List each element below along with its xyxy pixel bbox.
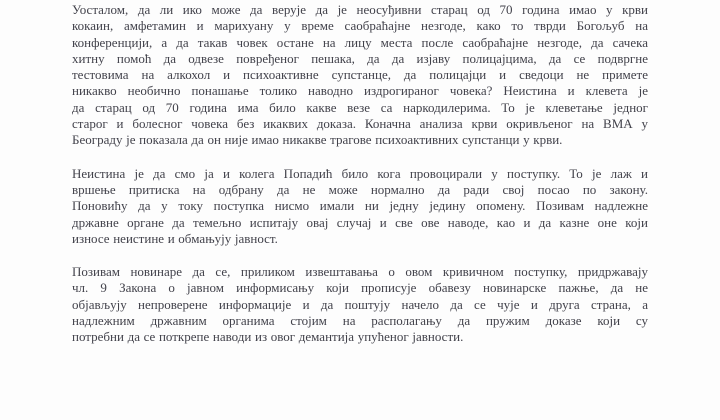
text-line: никакво необично понашање толико наводно издрогираног човека? Неистина и клевета је: [72, 83, 648, 99]
text-line: чл. 9 Закона о јавном информисању који прописује обавезу новинарске пажње, да не: [72, 280, 648, 296]
paragraph-3: [72, 264, 648, 345]
text-line: износе неистине и обмањују јавност.: [72, 230, 278, 246]
text-line: Неистина је да смо ја и колега Попадић било кога провоцирали у поступку. То је лаж и: [72, 165, 648, 181]
text-line: државне органе да темељно испитају овај случај и све ове наводе, као и да казне оне који: [72, 214, 648, 230]
text-line: старог и болесног човека без икаквих доказа. Коначна анализа крви окривљеног на ВМА у: [72, 116, 648, 132]
text-line: хитну помоћ да одвезе повређеног пешака, да да изјаву полицајцима, да се подвргне: [72, 50, 648, 66]
text-line: кокаин, амфетамин и марихуану у време саобраћајне незгоде, како то тврди Богољуб на: [72, 18, 648, 34]
text-line: објављују непроверене информације и да поштују начело да се чује и друга страна, а: [72, 296, 648, 312]
text-line: вршење притиска на одбрану да не може нормално да ради свој посао по закону.: [72, 181, 648, 197]
text-line: Поновићу да у току поступка нисмо имали ни једну једину опомену. Позивам надлежне: [72, 198, 648, 214]
text-line: да старац од 70 година има било какве везе са наркодилерима. То је клеветање једног: [72, 99, 648, 115]
paragraph-2: [72, 166, 648, 247]
text-line: Београду је показала да он није имао никакве трагове психоактивних супстанци у крви.: [72, 132, 563, 148]
text-line: потребни да се поткрепе наводи из овог демантија упућеног јавности.: [72, 329, 464, 345]
text-line: тестовима на алкохол и психоактивне супстанце, да полицајци и сведоци не примете: [72, 67, 648, 83]
text-line: конференцији, а да такав човек остане на лицу места после саобраћајне незгоде, да сачека: [72, 34, 648, 50]
paragraph-1: [72, 2, 648, 149]
text-line: Уосталом, да ли ико може да верује да је неосуђивни старац од 70 година имао у крви: [72, 2, 648, 17]
text-line: надлежним државним органима стојим на располагању да пружим доказе који су: [72, 313, 648, 329]
text-line: Позивам новинаре да се, приликом извештавања о овом кривичном поступку, придржавају: [72, 264, 648, 280]
document-text-block: [72, 2, 648, 363]
